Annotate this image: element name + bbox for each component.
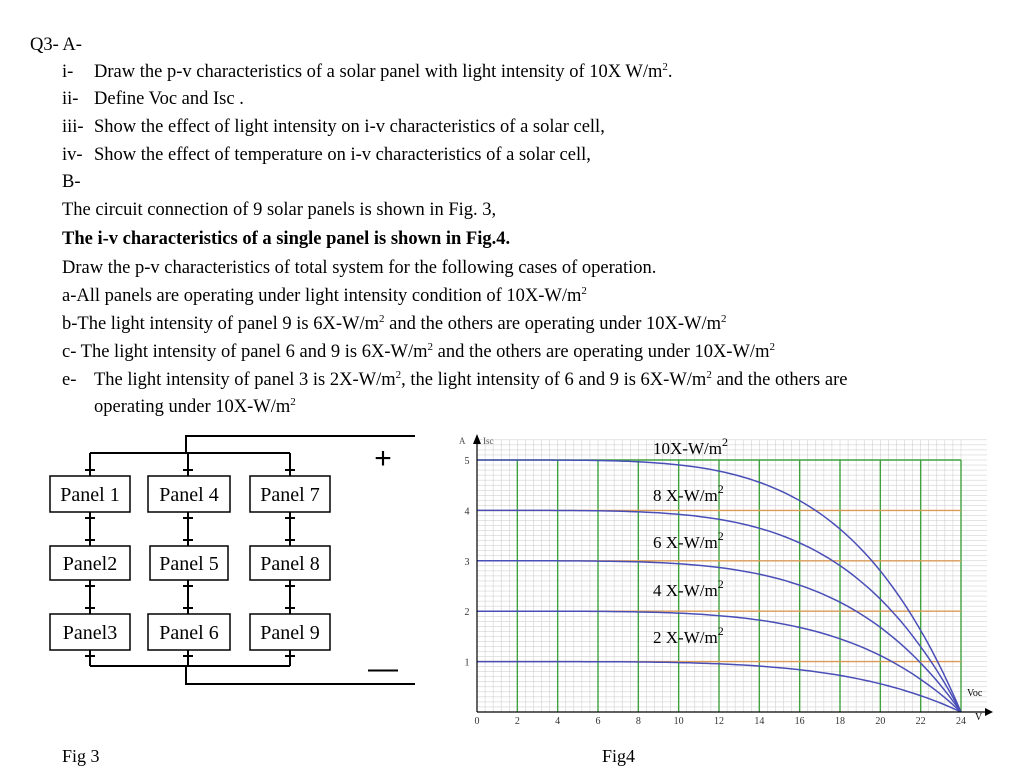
x-tick-label: 0	[474, 716, 480, 727]
x-tick-label: 12	[714, 716, 724, 727]
fig4-caption: Fig4	[602, 746, 636, 766]
panel-box-2	[50, 546, 130, 580]
part-a-item-4: iv- Show the effect of temperature on i-v characteristics of a solar cell,	[62, 145, 591, 165]
y-tick-label: 3	[464, 556, 470, 568]
series-label-sup: 2	[721, 435, 728, 449]
positive-terminal-label: +	[374, 442, 392, 475]
part-a-item-3: iii- Show the effect of light intensity on i-v characteristics of a solar cell,	[62, 117, 605, 137]
iv-characteristics-chart	[455, 430, 995, 730]
series-label-sup: 2	[717, 577, 724, 591]
series-label: 2 $X-W/m^2$	[653, 624, 724, 647]
negative-terminal-label: —	[368, 652, 398, 685]
panel-box-7	[250, 476, 330, 512]
x-tick-label: 8	[635, 716, 641, 727]
series-label: $10X-W/m^2$	[653, 435, 728, 458]
panel-label: Panel 5	[159, 553, 219, 575]
x-tick-label: 4	[555, 716, 561, 727]
panel-box-4	[148, 476, 230, 512]
x-tick-label: 24	[956, 716, 966, 727]
x-tick-label: 10	[673, 716, 684, 727]
x-tick-label: 6	[595, 716, 601, 727]
case-c: c- The light intensity of panel 6 and 9 is $6X-W/m^2$ and the others are operating under $10X-W/m^2$	[62, 341, 775, 362]
panel-label: Panel 1	[60, 484, 120, 506]
panel-box-3	[50, 614, 130, 650]
series-label-sup: 2	[717, 624, 724, 638]
x-tick-label: 22	[915, 716, 926, 727]
panel-label: Panel3	[62, 622, 118, 644]
panel-circuit-diagram	[40, 428, 425, 698]
panel-box-8	[250, 546, 330, 580]
y-tick-label: 2	[464, 607, 470, 619]
x-tick-label: 16	[794, 716, 805, 727]
panel-label: Panel 8	[260, 553, 320, 575]
y-axis-unit: A	[459, 436, 466, 446]
panel-label: Panel 6	[159, 622, 219, 644]
panel-box-5	[150, 546, 228, 580]
panel-label: Panel 9	[260, 622, 320, 644]
part-b-line-3: Draw the p-v characteristics of total system for the following cases of operation.	[62, 258, 657, 278]
x-tick-label: 2	[514, 716, 520, 727]
panel-box-1	[50, 476, 130, 512]
panel-label: Panel 4	[159, 484, 219, 506]
y-tick-label: 4	[464, 506, 470, 518]
y-tick-label: 5	[464, 456, 470, 467]
part-b-line-1: The circuit connection of 9 solar panels is shown in Fig. 3,	[62, 200, 497, 220]
y-tick-label: 1	[464, 657, 470, 669]
case-e: e- The light intensity of panel 3 is $2X-W/m^2$, the light intensity of 6 and 9 is $6X-W/m^2$ and the others are	[62, 369, 848, 390]
panel-label: Panel2	[62, 553, 118, 575]
x-axis-label: Voc	[967, 688, 983, 699]
part-a-item-2: ii- Define Voc and Isc .	[62, 89, 244, 109]
panel-box-6	[148, 614, 230, 650]
series-label-sup: 2	[717, 482, 724, 496]
part-b-line-2: The i-v characteristics of a single panel is shown in Fig.4.	[62, 229, 511, 249]
part-b-label: B-	[62, 172, 81, 192]
x-tick-label: 20	[875, 716, 886, 727]
panel-box-9	[250, 614, 330, 650]
case-e-continued: operating under $10X-W/m^2$	[94, 396, 296, 417]
panel-label: Panel 7	[260, 484, 320, 506]
question-header: Q3- A-	[30, 35, 82, 55]
x-axis-unit: V	[975, 712, 983, 723]
series-label: 8 $X-W/m^2$	[653, 482, 724, 505]
series-label: 4 $X-W/m^2$	[653, 577, 724, 600]
x-tick-label: 14	[754, 716, 765, 727]
series-label-sup: 2	[717, 529, 724, 543]
case-b: b-The light intensity of panel 9 is $6X-W/m^2$ and the others are operating under $10X-W/m^2$	[62, 313, 727, 334]
part-a-item-1: i- Draw the p-v characteristics of a solar panel with light intensity of 10X $W/m^2$.	[62, 61, 673, 82]
series-label: 6 $X-W/m^2$	[653, 529, 724, 552]
y-axis-label: Isc	[483, 436, 494, 446]
x-tick-label: 18	[835, 716, 845, 727]
case-a: a-All panels are operating under light intensity condition of $10X-W/m^2$	[62, 285, 587, 306]
fig3-caption: Fig 3	[62, 746, 100, 766]
